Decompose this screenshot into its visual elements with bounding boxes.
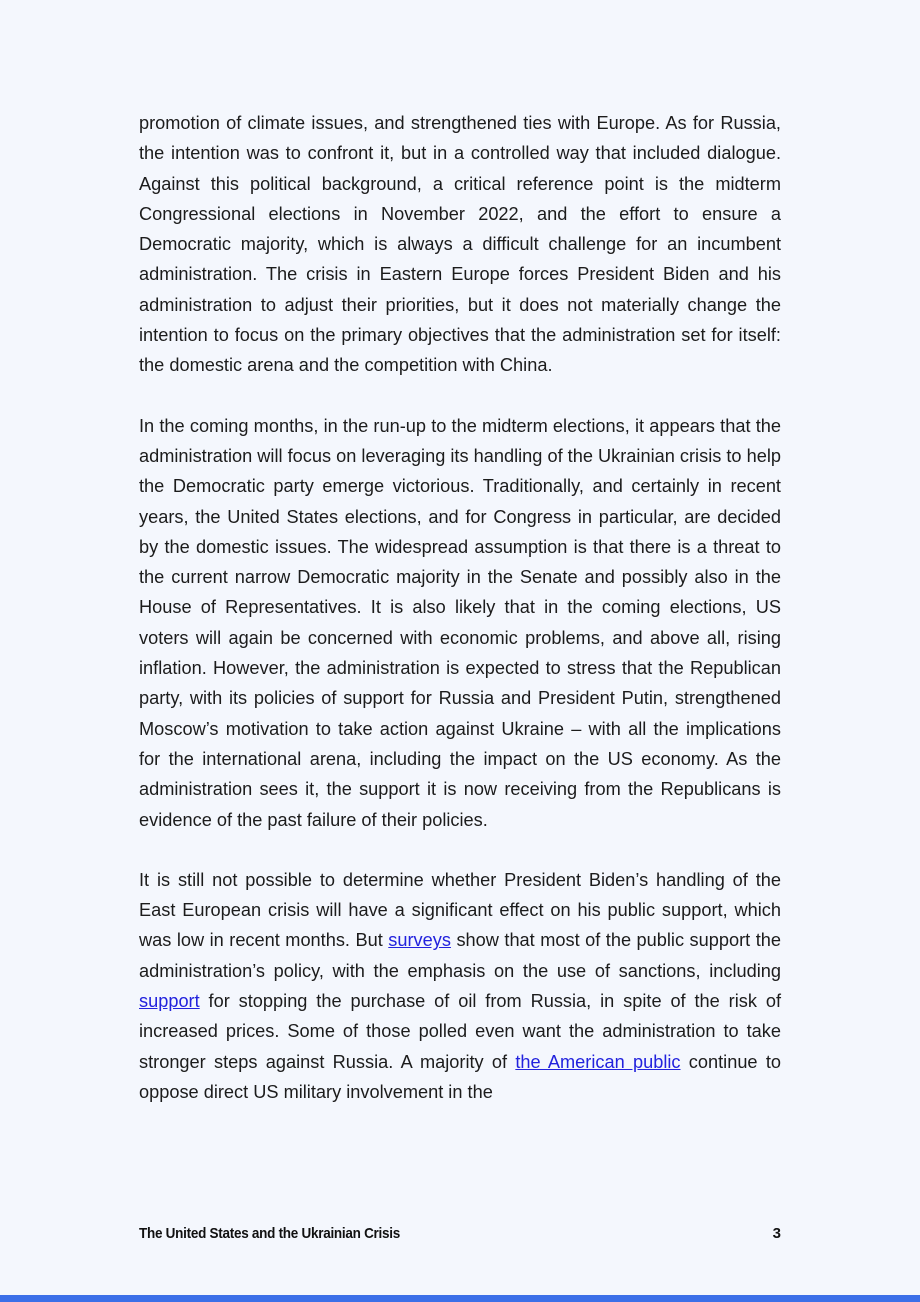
- paragraph-2: In the coming months, in the run-up to the midterm elections, it appears that the administration will focus on leveraging its handling of the Ukrainian crisis to help the Democratic party emerge victorious. Traditionally, and certainly in recent years, the United States elections, and for Congress in particular, are decided by the domestic issues. The widespread assumption is that there is a threat to the current narrow Democratic majority in the Senate and possibly also in the House of Representatives. It is also likely that in the coming elections, US voters will again be concerned with economic problems, and above all, rising inflation. However, the administration is expected to stress that the Republican party, with its policies of support for Russia and President Putin, strengthened Moscow’s motivation to take action against Ukraine – with all the implications for the international arena, including the impact on the US economy. As the administration sees it, the support it is now receiving from the Republicans is evidence of the past failure of their policies.: [139, 415, 781, 830]
- paragraph-1: promotion of climate issues, and strengthened ties with Europe. As for Russia, the intention was to confront it, but in a controlled way that included dialogue. Against this political background, a critical reference point is the midterm Congressional elections in November 2022, and the effort to ensure a Democratic majority, which is always a difficult challenge for an incumbent administration. The crisis in Eastern Europe forces President Biden and his administration to adjust their priorities, but it does not materially change the intention to focus on the primary objectives that the administration set for itself: the domestic arena and the competition with China.: [139, 113, 781, 376]
- paragraph-3-text: for stopping the purchase of oil from Russia, in spite of the risk of increased prices. Some of those polled even want the administration to take stronger steps against Russia. A majority of: [139, 991, 781, 1072]
- paragraph-3: [139, 865, 781, 1107]
- paragraph-3-text: It is still not possible to determine whether President Biden’s handling of the East European crisis will have a significant effect on his public support, which was low in recent months. But: [139, 869, 781, 951]
- paragraph-3-text: show that most of the public support the administration’s policy, with the emphasis on the use of sanctions, including: [139, 930, 781, 981]
- page-number: 3: [772, 1225, 781, 1242]
- support-link[interactable]: support: [139, 991, 200, 1012]
- american-public-link[interactable]: the American public: [515, 1051, 681, 1072]
- article-body: [139, 108, 781, 1137]
- footer-title: The United States and the Ukrainian Crisis: [139, 1225, 400, 1242]
- surveys-link[interactable]: surveys: [388, 930, 451, 951]
- bottom-accent-bar: [0, 1295, 920, 1302]
- paragraph-3-text: continue to oppose direct US military involvement in the: [139, 1051, 781, 1102]
